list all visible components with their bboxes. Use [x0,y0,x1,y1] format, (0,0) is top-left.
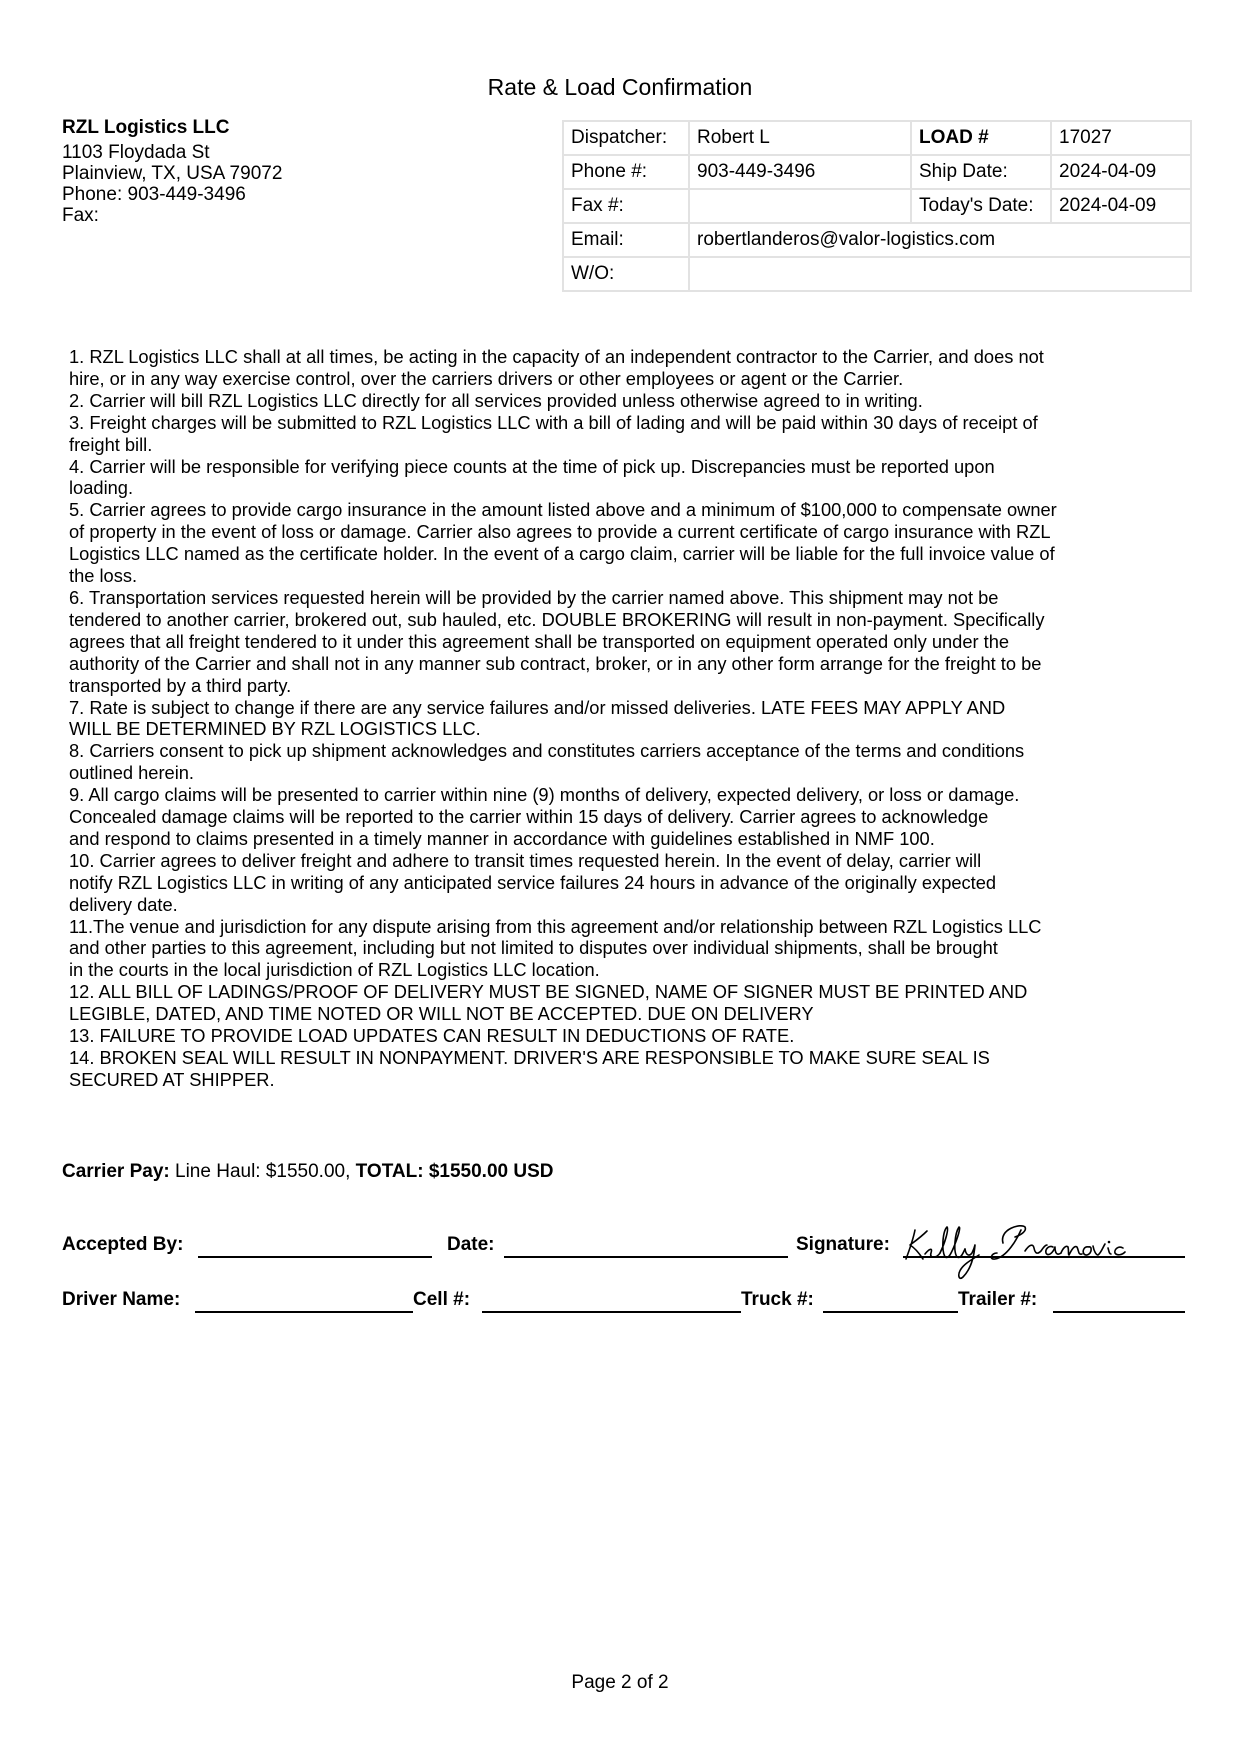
truck-field[interactable] [823,1311,958,1313]
driver-name-field[interactable] [195,1311,413,1313]
terms-line: 13. FAILURE TO PROVIDE LOAD UPDATES CAN RESULT IN DEDUCTIONS OF RATE. [69,1025,795,1047]
company-fax: Fax: [62,205,99,226]
terms-line: 8. Carriers consent to pick up shipment acknowledges and constitutes carriers acceptance of the terms and conditions [69,740,1025,762]
wo-label: W/O: [563,257,689,291]
terms-and-conditions [69,346,1184,1091]
handwritten-signature [903,1215,1153,1285]
date-label: Date: [447,1234,495,1255]
email-label: Email: [563,223,689,257]
company-name: RZL Logistics LLC [62,117,230,138]
company-block [62,117,282,226]
phone-value: 903-449-3496 [689,155,911,189]
terms-line: of property in the event of loss or damage. Carrier also agrees to provide a current certificate of cargo insurance with RZL [69,521,1051,543]
terms-line: outlined herein. [69,762,195,784]
truck-label: Truck #: [741,1289,814,1310]
phone-label: Phone #: [563,155,689,189]
terms-line: loading. [69,477,134,499]
dispatcher-value: Robert L [689,121,911,155]
terms-line: 14. BROKEN SEAL WILL RESULT IN NONPAYMENT. DRIVER'S ARE RESPONSIBLE TO MAKE SURE SEAL IS [69,1047,990,1068]
terms-line: hire, or in any way exercise control, over the carriers drivers or other employees or agent or the Carrier. [69,367,904,389]
terms-line: Concealed damage claims will be reported to the carrier within 15 days of delivery. Carrier agrees to acknowledge [69,806,989,828]
trailer-label: Trailer #: [958,1289,1038,1310]
dispatch-info-table [562,120,1192,292]
terms-line: notify RZL Logistics LLC in writing of any anticipated service failures 24 hours in advance of the originally expected [69,871,997,893]
terms-line: authority of the Carrier and shall not in any manner sub contract, broker, or in any other form arrange for the freight to be [69,652,1042,674]
fax-value [689,189,911,223]
ship-date-value: 2024-04-09 [1051,155,1191,189]
ship-date-label: Ship Date: [911,155,1051,189]
company-phone: Phone: 903-449-3496 [62,184,246,205]
terms-line: 4. Carrier will be responsible for verifying piece counts at the time of pick up. Discrepancies must be reported upon [69,455,995,477]
terms-line: LEGIBLE, DATED, AND TIME NOTED OR WILL NOT BE ACCEPTED. DUE ON DELIVERY [69,1003,814,1025]
terms-line: freight bill. [69,433,153,455]
load-number-value: 17027 [1051,121,1191,155]
document-title: Rate & Load Confirmation [487,74,753,100]
terms-line: 3. Freight charges will be submitted to RZL Logistics LLC with a bill of lading and will be paid within 30 days of receipt of [69,411,1038,433]
terms-line: 6. Transportation services requested herein will be provided by the carrier named above. This shipment may not be [69,586,999,608]
signature-label: Signature: [796,1234,890,1255]
accepted-by-field[interactable] [198,1256,432,1258]
terms-line: 2. Carrier will bill RZL Logistics LLC directly for all services provided unless otherwise agreed to in writing. [69,389,923,411]
company-address-line2: Plainview, TX, USA 79072 [62,163,283,184]
terms-line: in the courts in the local jurisdiction of RZL Logistics LLC location. [69,959,600,981]
terms-line: delivery date. [69,893,178,915]
cell-label: Cell #: [413,1289,471,1310]
trailer-field[interactable] [1053,1311,1185,1313]
carrier-pay [62,1161,553,1183]
cell-field[interactable] [482,1311,741,1313]
fax-label: Fax #: [563,189,689,223]
terms-line: 1. RZL Logistics LLC shall at all times, be acting in the capacity of an independent contractor to the Carrier, and does not [69,346,1044,367]
terms-line: 7. Rate is subject to change if there are any service failures and/or missed deliveries. LATE FEES MAY APPLY AND [69,696,1006,718]
accepted-by-label: Accepted By: [62,1234,184,1255]
carrier-pay-label: Carrier Pay: [62,1161,170,1182]
terms-line: 10. Carrier agrees to deliver freight and adhere to transit times requested herein. In the event of delay, carrier will [69,849,982,871]
terms-line: agrees that all freight tendered to it under this agreement shall be transported on equipment operated only under the [69,630,1010,652]
wo-value [689,257,1191,291]
terms-line: and other parties to this agreement, including but not limited to disputes over individual shipments, shall be brought [69,937,998,959]
email-value: robertlanderos@valor-logistics.com [689,223,1191,257]
table-row [563,257,1191,291]
company-address-line1: 1103 Floydada St [62,142,210,163]
page-number: Page 2 of 2 [571,1672,669,1693]
terms-line: Logistics LLC named as the certificate holder. In the event of a cargo claim, carrier will be liable for the full invoice value of [69,543,1055,565]
todays-date-value: 2024-04-09 [1051,189,1191,223]
table-row [563,155,1191,189]
line-haul-amount: Line Haul: $1550.00, [175,1161,351,1182]
terms-line: and respond to claims presented in a timely manner in accordance with guidelines established in NMF 100. [69,827,935,849]
todays-date-label: Today's Date: [911,189,1051,223]
dispatcher-label: Dispatcher: [563,121,689,155]
terms-line: 12. ALL BILL OF LADINGS/PROOF OF DELIVERY MUST BE SIGNED, NAME OF SIGNER MUST BE PRINTED AND [69,981,1028,1003]
table-row [563,121,1191,155]
terms-line: SECURED AT SHIPPER. [69,1068,275,1090]
terms-line: WILL BE DETERMINED BY RZL LOGISTICS LLC. [69,718,481,740]
terms-line: 11.The venue and jurisdiction for any dispute arising from this agreement and/or relationship between RZL Logistics LLC [69,915,1042,937]
date-field[interactable] [504,1256,788,1258]
load-number-label: LOAD # [911,121,1051,155]
terms-line: the loss. [69,565,138,587]
table-row [563,189,1191,223]
total-amount: TOTAL: $1550.00 USD [355,1161,554,1182]
terms-line: 9. All cargo claims will be presented to carrier within nine (9) months of delivery, expected delivery, or loss or damage. [69,784,1020,806]
terms-line: transported by a third party. [69,674,292,696]
terms-line: tendered to another carrier, brokered out, sub hauled, etc. DOUBLE BROKERING will result in non-payment. Specifically [69,608,1045,630]
terms-line: 5. Carrier agrees to provide cargo insurance in the amount listed above and a minimum of $100,000 to compensate owner [69,499,1057,521]
table-row [563,223,1191,257]
driver-name-label: Driver Name: [62,1289,181,1310]
